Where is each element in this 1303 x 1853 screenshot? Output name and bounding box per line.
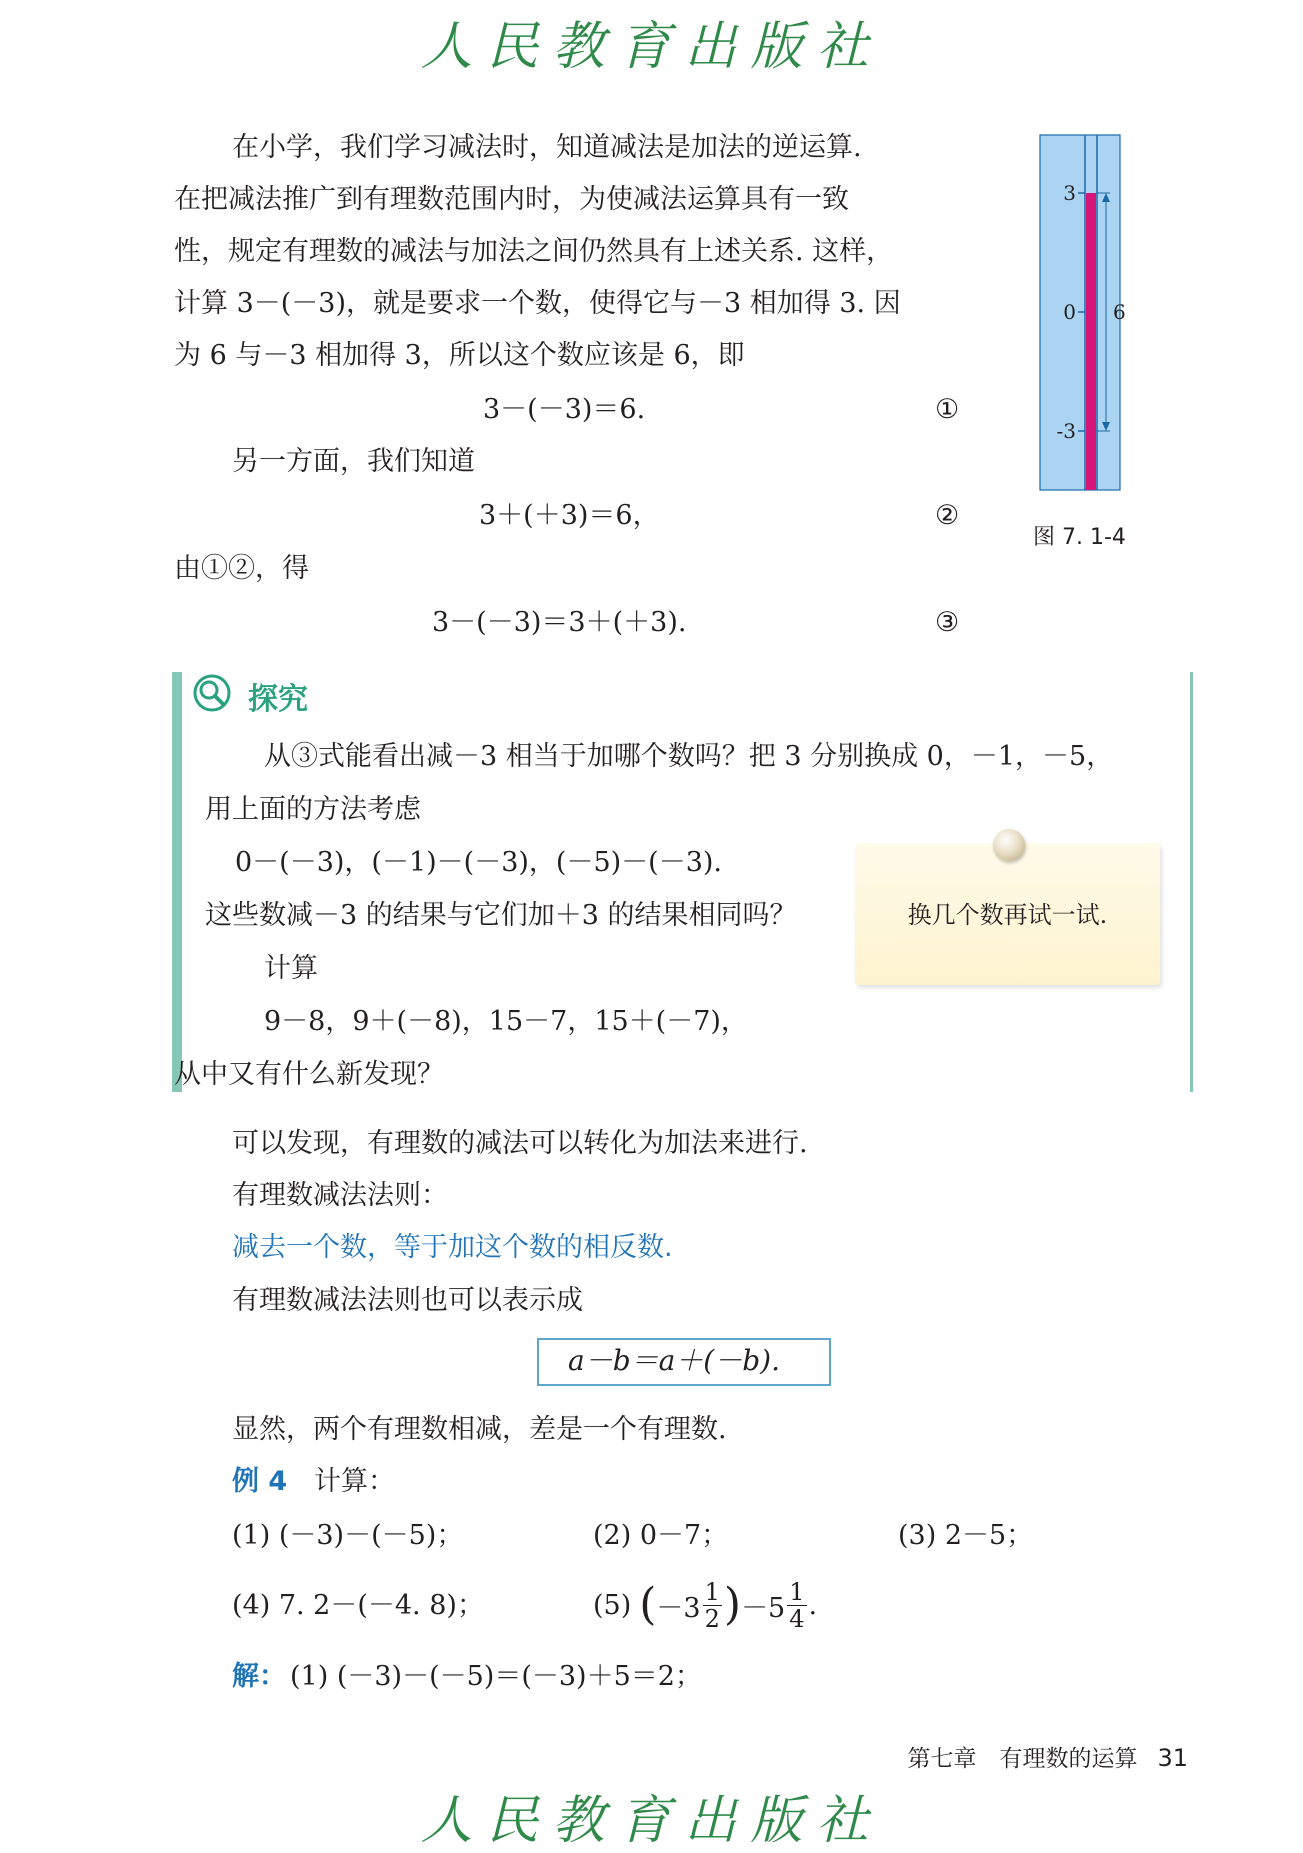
pushpin-icon <box>993 829 1025 861</box>
explore-title: 探究 <box>248 682 308 717</box>
figure-bar <box>1086 193 1096 490</box>
figure-number-line <box>1030 130 1160 500</box>
publisher-logo-footer: 人民教育出版社 <box>420 1791 883 1851</box>
solution-1: (1) (－3)－(－5)＝(－3)＋5＝2； <box>290 1661 702 1692</box>
obvious-text: 显然，两个有理数相减，差是一个有理数. <box>232 1414 727 1445</box>
equation-2: 3＋(＋3)＝6， <box>479 500 660 531</box>
subtraction-rule: 减去一个数，等于加这个数的相反数. <box>232 1232 673 1263</box>
example-task: 计算： <box>314 1466 395 1497</box>
figure-caption: 图 7. 1-4 <box>1033 525 1126 550</box>
figure-label-0: 0 <box>1063 300 1076 324</box>
intro-line-1: 在小学，我们学习减法时，知道减法是加法的逆运算. <box>232 132 862 163</box>
solution-label: 解： <box>232 1661 286 1692</box>
figure-label-minus-3: -3 <box>1056 419 1076 443</box>
explore-line-2: 用上面的方法考虑 <box>205 794 421 825</box>
explore-line-3: 0－(－3)，(－1)－(－3)，(－5)－(－3). <box>235 847 722 878</box>
equation-1: 3－(－3)＝6. <box>483 394 646 425</box>
explore-line-5: 计算 <box>264 953 318 984</box>
example-item-3: (3) 2－5； <box>898 1520 1034 1551</box>
equation-3: 3－(－3)＝3＋(＋3). <box>432 607 687 638</box>
example-item-5-whole-a: －3 <box>656 1592 701 1624</box>
fraction-b-denominator: 4 <box>789 1604 805 1633</box>
figure-label-3: 3 <box>1063 181 1076 205</box>
explore-left-bar <box>172 672 182 1092</box>
explore-line-7: 从中又有什么新发现？ <box>174 1059 444 1090</box>
sticky-note <box>855 843 1160 985</box>
intro-line-2: 在把减法推广到有理数范围内时，为使减法运算具有一致 <box>174 184 849 215</box>
example-item-4: (4) 7. 2－(－4. 8)； <box>232 1590 484 1621</box>
figure-label-6: 6 <box>1113 300 1126 324</box>
discover-text: 可以发现，有理数的减法可以转化为加法来进行. <box>232 1128 808 1159</box>
equation-1-number: ① <box>935 394 960 425</box>
intro-line-3: 性，规定有理数的减法与加法之间仍然具有上述关系. 这样， <box>174 236 894 267</box>
example-item-1: (1) (－3)－(－5)； <box>232 1520 464 1551</box>
intro-from: 由①②，得 <box>174 553 309 584</box>
explore-line-4: 这些数减－3 的结果与它们加＋3 的结果相同吗？ <box>205 900 797 931</box>
example-label: 例 4 <box>232 1466 288 1497</box>
formula: a－b＝a＋(－b). <box>568 1344 780 1377</box>
example-item-5-end: . <box>808 1589 818 1621</box>
fraction-a-denominator: 2 <box>704 1604 720 1633</box>
equation-3-number: ③ <box>935 607 960 638</box>
page-number: 31 <box>1157 1744 1188 1772</box>
example-item-5-whole-b: －5 <box>741 1592 786 1624</box>
page-footer <box>907 1740 1188 1773</box>
publisher-logo: 人民教育出版社 <box>420 17 883 77</box>
chapter-title: 第七章 有理数的运算 <box>907 1746 1138 1772</box>
intro-line-5: 为 6 与－3 相加得 3，所以这个数应该是 6，即 <box>174 340 745 371</box>
explore-line-1: 从③式能看出减－3 相当于加哪个数吗？把 3 分别换成 0，－1，－5， <box>264 741 1114 772</box>
explore-right-bar <box>1190 672 1193 1092</box>
explore-line-6: 9－8，9＋(－8)，15－7，15＋(－7)， <box>264 1006 748 1037</box>
fraction-one-quarter <box>787 1579 806 1632</box>
left-paren: ( <box>639 1579 657 1630</box>
magnifier-icon <box>192 673 232 713</box>
right-paren: ) <box>723 1579 742 1630</box>
fraction-one-half <box>703 1579 722 1632</box>
example-item-5 <box>593 1565 817 1645</box>
sticky-note-text: 换几个数再试一试. <box>907 901 1108 929</box>
fraction-a-numerator: 1 <box>704 1577 720 1606</box>
example-item-5-prefix: (5) <box>593 1589 632 1621</box>
intro-other-hand: 另一方面，我们知道 <box>232 446 475 477</box>
intro-line-4: 计算 3－(－3)，就是要求一个数，使得它与－3 相加得 3. 因 <box>174 288 901 319</box>
fraction-b-numerator: 1 <box>789 1577 805 1606</box>
example-item-2: (2) 0－7； <box>593 1520 729 1551</box>
equation-2-number: ② <box>935 500 960 531</box>
rule-alt-text: 有理数减法法则也可以表示成 <box>232 1285 583 1316</box>
rule-title: 有理数减法法则： <box>232 1180 448 1211</box>
